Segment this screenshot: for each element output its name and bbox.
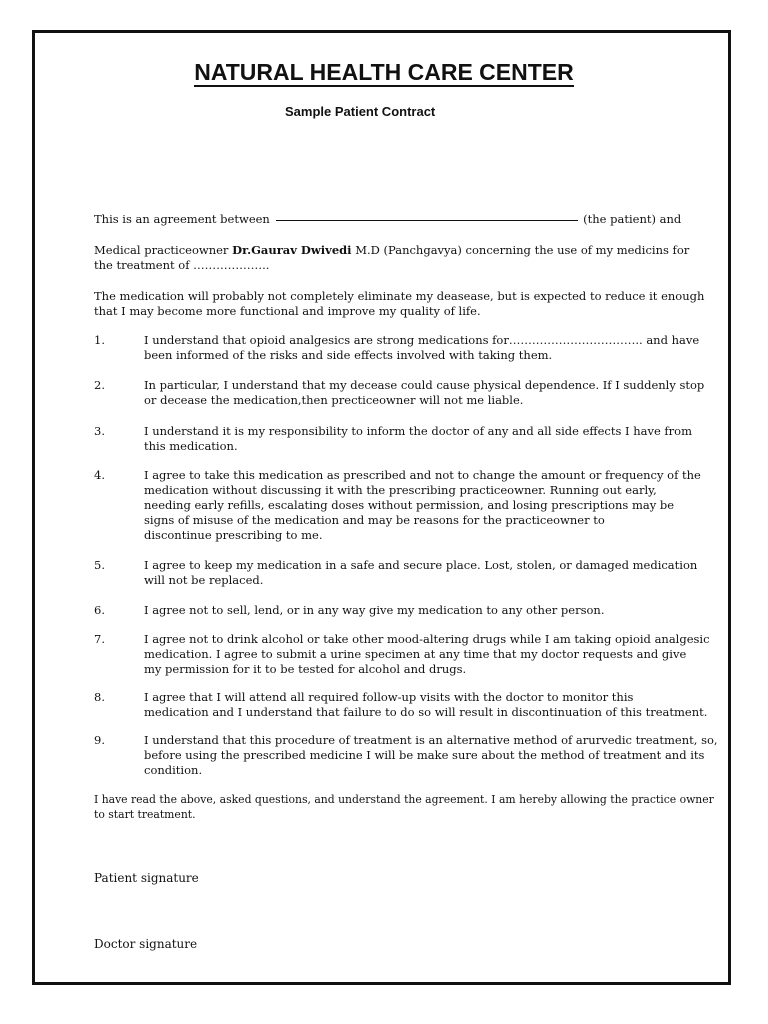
treatment-line: the treatment of ……………….. (94, 258, 270, 272)
document-subtitle: Sample Patient Contract (285, 104, 436, 119)
agreement-suffix: (the patient) and (583, 212, 682, 226)
item-number: 8. (94, 690, 105, 704)
item-text: I agree to keep my medication in a safe and secure place. Lost, stolen, or damaged medication (144, 558, 698, 572)
item-text: medication and I understand that failure to do so will result in discontinuation of this treatment. (144, 705, 708, 719)
item-text: I understand that opioid analgesics are strong medications for…………………………….. and have (144, 333, 700, 347)
item-text: I agree to take this medication as prescribed and not to change the amount or frequency of the (144, 468, 701, 482)
item-text: medication. I agree to submit a urine specimen at any time that my doctor requests and give (144, 647, 687, 661)
patient-name-blank[interactable] (276, 219, 578, 221)
item-text: this medication. (144, 439, 238, 453)
item-number: 9. (94, 733, 105, 747)
item-text: medication without discussing it with the prescribing practiceowner. Running out early, (144, 483, 657, 497)
item-text: or decease the medication,then precticeowner will not me liable. (144, 393, 524, 407)
item-text: discontinue prescribing to me. (144, 528, 323, 542)
item-text: needing early refills, escalating doses without permission, and losing prescriptions may be (144, 498, 675, 512)
agreement-line (94, 212, 714, 227)
item-text: been informed of the risks and side effects involved with taking them. (144, 348, 553, 362)
item-text: I agree that I will attend all required follow-up visits with the doctor to monitor this (144, 690, 634, 704)
doctor-name: Dr.Gaurav Dwivedi (232, 243, 352, 257)
item-text: condition. (144, 763, 203, 777)
item-number: 7. (94, 632, 105, 646)
owner-paragraph (94, 243, 714, 273)
item-number: 3. (94, 424, 105, 438)
medication-line-2: that I may become more functional and improve my quality of life. (94, 304, 481, 318)
item-text: In particular, I understand that my decease could cause physical dependence. If I suddenly stop (144, 378, 705, 392)
owner-suffix: M.D (Panchgavya) concerning the use of my medicins for (355, 243, 690, 257)
patient-signature-label: Patient signature (94, 871, 199, 885)
closing-paragraph (94, 792, 714, 822)
item-number: 5. (94, 558, 105, 572)
item-text: I understand that this procedure of treatment is an alternative method of arurvedic treatment, so, (144, 733, 718, 747)
item-text: I agree not to sell, lend, or in any way give my medication to any other person. (144, 603, 605, 617)
item-text: I understand it is my responsibility to inform the doctor of any and all side effects I have from (144, 424, 693, 438)
medication-paragraph (94, 289, 714, 319)
item-text: will not be replaced. (144, 573, 264, 587)
item-text: before using the prescribed medicine I will be make sure about the method of treatment and its (144, 748, 705, 762)
medication-line-1: The medication will probably not completely eliminate my deasease, but is expected to reduce it enough (94, 289, 705, 303)
item-text: signs of misuse of the medication and may be reasons for the practiceowner to (144, 513, 605, 527)
item-number: 4. (94, 468, 105, 482)
closing-line-1: I have read the above, asked questions, and understand the agreement. I am hereby allowing the practice owner (94, 793, 714, 806)
closing-line-2: to start treatment. (94, 808, 196, 821)
item-text: I agree not to drink alcohol or take other mood-altering drugs while I am taking opioid analgesic (144, 632, 710, 646)
item-number: 1. (94, 333, 105, 347)
owner-prefix: Medical practiceowner (94, 243, 229, 257)
document-title: NATURAL HEALTH CARE CENTER (194, 59, 574, 85)
item-number: 6. (94, 603, 105, 617)
agreement-prefix: This is an agreement between (94, 212, 270, 226)
doctor-signature-label: Doctor signature (94, 937, 198, 951)
item-number: 2. (94, 378, 105, 392)
item-text: my permission for it to be tested for alcohol and drugs. (144, 662, 467, 676)
